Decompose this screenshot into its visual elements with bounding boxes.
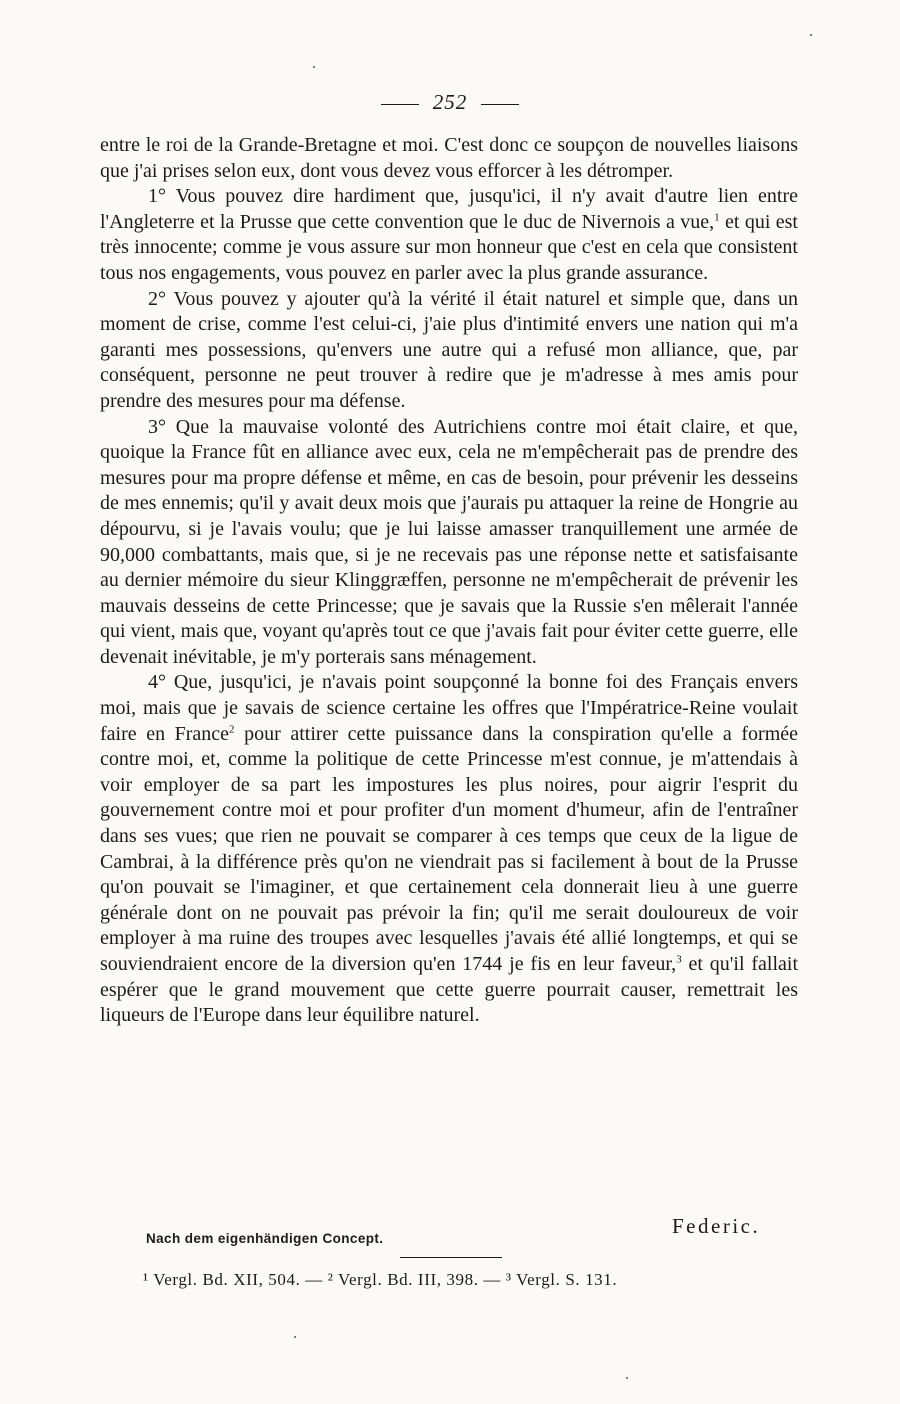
scan-speck [294,1336,296,1338]
paragraph-point-2 [100,287,798,415]
scan-speck [313,66,315,68]
paragraph-text: pour attirer cette puissance dans la conspiration qu'elle a formée contre moi, et, comme la politique de cette Princesse m'est connue, je m'attendais à voir employer de sa part les impostures les plus noires, pour aigrir l'esprit du gouvernement contre moi et pour profiter d'un moment d'humeur, afin de l'entraîner dans ses vues; que rien ne pouvait se comparer à ces temps que ceux de la ligue de Cambrai, à la différence près qu'on ne viendrait pas si facilement à bout de la Prusse qu'on pouvait se l'imaginer, et que certainement cela donnerait lieu à une guerre générale dont on ne pouvait pas prévoir la fin; qu'il me serait douloureux de voir employer à ma ruine des troupes avec lesquelles j'avais été allié longtemps, et qui se souviendraient encore de la diversion qu'en 1744 je fis en leur faveur, [100,722,799,975]
scan-speck [810,34,812,36]
paragraph-point-1 [100,184,798,286]
paragraph-text: 3° Que la mauvaise volonté des Autrichiens contre moi était claire, et que, quoique la France fût en alliance avec eux, cela ne m'empêcherait pas de prendre des mesures pour ma propre défense et même, en cas de besoin, pour prévenir les desseins de mes ennemis; qu'il y avait deux mois que j'aurais pu attaquer la reine de Hongrie au dépourvu, si je l'avais voulu; que je lui laisse amasser tranquillement une armée de 90,000 combattants, mais que, si je ne recevais pas une réponse nette et satisfaisante au dernier mémoire du sieur Klinggræffen, personne ne m'empêcherait de prévenir les mauvais desseins de cette Princesse; que je savais que la Russie s'en mêlerait l'année qui vient, mais que, voyant qu'après tout ce que j'avais fait pour éviter cette guerre, elle devenait inévitable, je m'y porterais sans ménagement. [100,415,798,668]
paragraph-text: et qu'il fallait espérer que le grand mouvement que cette guerre pourrait causer, remettrait les liqueurs de l'Europe dans leur équilibre naturel. [100,953,798,1027]
footnote-ref-2: 2 [229,723,235,735]
letter-body [100,133,798,1029]
paragraph-text: et qui est très innocente; comme je vous assure sur mon honneur que c'est en cela que consistent tous nos engagements, vous pouvez en parler avec la plus grande assurance. [100,210,798,284]
page-number-dash-right [481,104,519,105]
paragraph-text: 1° Vous pouvez dire hardiment que, jusqu'ici, il n'y avait d'autre lien entre l'Angleterre et la Prusse que cette convention que le duc de Nivernois a vue, [100,185,798,233]
paragraph-text: 4° Que, jusqu'ici, je n'avais point soupçonné la bonne foi des Français envers moi, mais que je savais de science certaine les offres que l'Impératrice-Reine voulait faire en France [100,671,798,745]
scan-speck [626,1377,628,1379]
paragraph-point-3 [100,415,798,671]
page-number [0,90,900,115]
paragraph-text: entre le roi de la Grande-Bretagne et moi. C'est donc ce soupçon de nouvelles liaisons que j'ai prises selon eux, dont vous devez vous efforcer à les détromper. [100,134,798,182]
signature: Federic. [672,1214,761,1238]
footnote-ref-3: 3 [676,953,682,966]
footnote-divider [400,1257,502,1258]
source-note: Nach dem eigenhändigen Concept. [146,1231,384,1246]
page-number-dash-left [381,104,419,105]
footnotes: ¹ Vergl. Bd. XII, 504. — ² Vergl. Bd. III, 398. — ³ Vergl. S. 131. [143,1270,618,1289]
paragraph-point-4 [100,670,798,1028]
page-number-text: 252 [432,90,468,114]
paragraph-text: 2° Vous pouvez y ajouter qu'à la vérité il était naturel et simple que, dans un moment de crise, comme l'est celui-ci, j'aie plus d'intimité envers une nation qui m'a garanti mes possessions, qu'envers une autre qui a refusé mon alliance, que, par conséquent, personne ne peut trouver à redire que je m'adresse à mes amis pour prendre des mesures pour ma défense. [100,287,798,412]
paragraph-continuation [100,133,798,184]
footnote-ref-1: 1 [714,211,720,224]
